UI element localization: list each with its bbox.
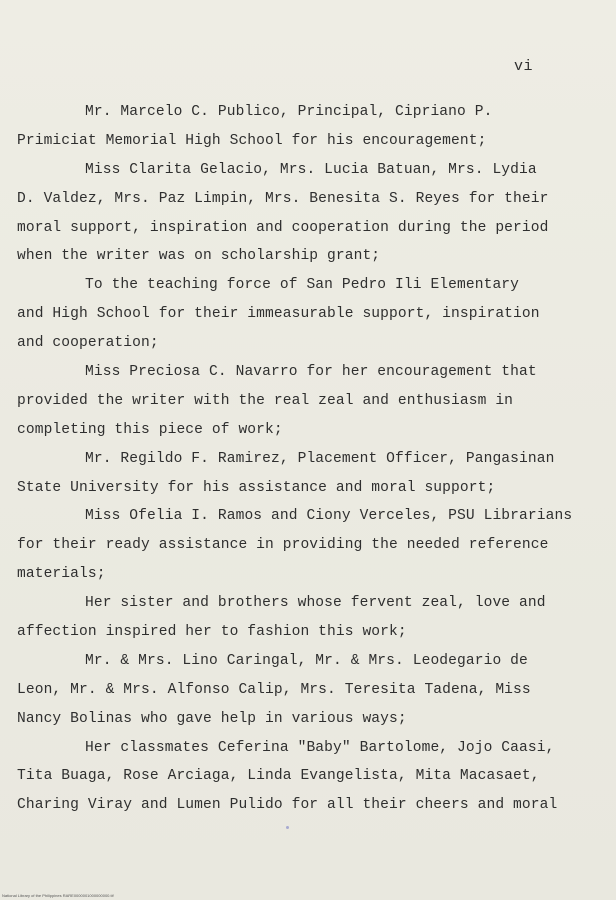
scan-speck [286,826,289,829]
text-line: and cooperation; [17,335,159,352]
text-line: State University for his assistance and moral support; [17,479,496,496]
text-line: Mr. & Mrs. Lino Caringal, Mr. & Mrs. Leodegario de [85,652,528,669]
text-line: Miss Preciosa C. Navarro for her encouragement that [85,364,537,381]
text-line: provided the writer with the real zeal and enthusiasm in [17,392,514,409]
text-line: Tita Buaga, Rose Arciaga, Linda Evangelista, Mita Macasaet, [17,768,540,785]
text-line: materials; [17,566,106,583]
page-number: vi [514,58,534,75]
text-line: Nancy Bolinas who gave help in various ways; [17,710,407,727]
text-line: moral support, inspiration and cooperation during the period [17,219,549,236]
text-line: Mr. Marcelo C. Publico, Principal, Cipriano P. [85,104,493,120]
text-line: Mr. Regildo F. Ramirez, Placement Officer, Pangasinan [85,450,555,467]
acknowledgement-text [17,98,607,820]
text-line: Leon, Mr. & Mrs. Alfonso Calip, Mrs. Teresita Tadena, Miss [17,681,531,698]
text-line: D. Valdez, Mrs. Paz Limpin, Mrs. Benesita S. Reyes for their [17,190,549,207]
text-line: affection inspired her to fashion this work; [17,624,407,641]
text-line: To the teaching force of San Pedro Ili Elementary [85,277,520,294]
text-line: completing this piece of work; [17,421,283,438]
text-line: Charing Viray and Lumen Pulido for all their cheers and moral [17,797,558,814]
text-line: Her classmates Ceferina "Baby" Bartolome, Jojo Caasi, [85,739,555,756]
text-line: when the writer was on scholarship grant; [17,248,381,265]
scan-footer: National Library of the Philippines RARE0000001000000000.tif [2,893,114,898]
text-line: Her sister and brothers whose fervent zeal, love and [85,595,546,612]
text-line: and High School for their immeasurable support, inspiration [17,306,540,323]
text-line: Miss Clarita Gelacio, Mrs. Lucia Batuan, Mrs. Lydia [85,161,537,178]
text-line: Primiciat Memorial High School for his encouragement; [17,132,487,149]
text-line: for their ready assistance in providing the needed reference [17,537,549,554]
text-line: Miss Ofelia I. Ramos and Ciony Verceles, PSU Librarians [85,508,573,525]
